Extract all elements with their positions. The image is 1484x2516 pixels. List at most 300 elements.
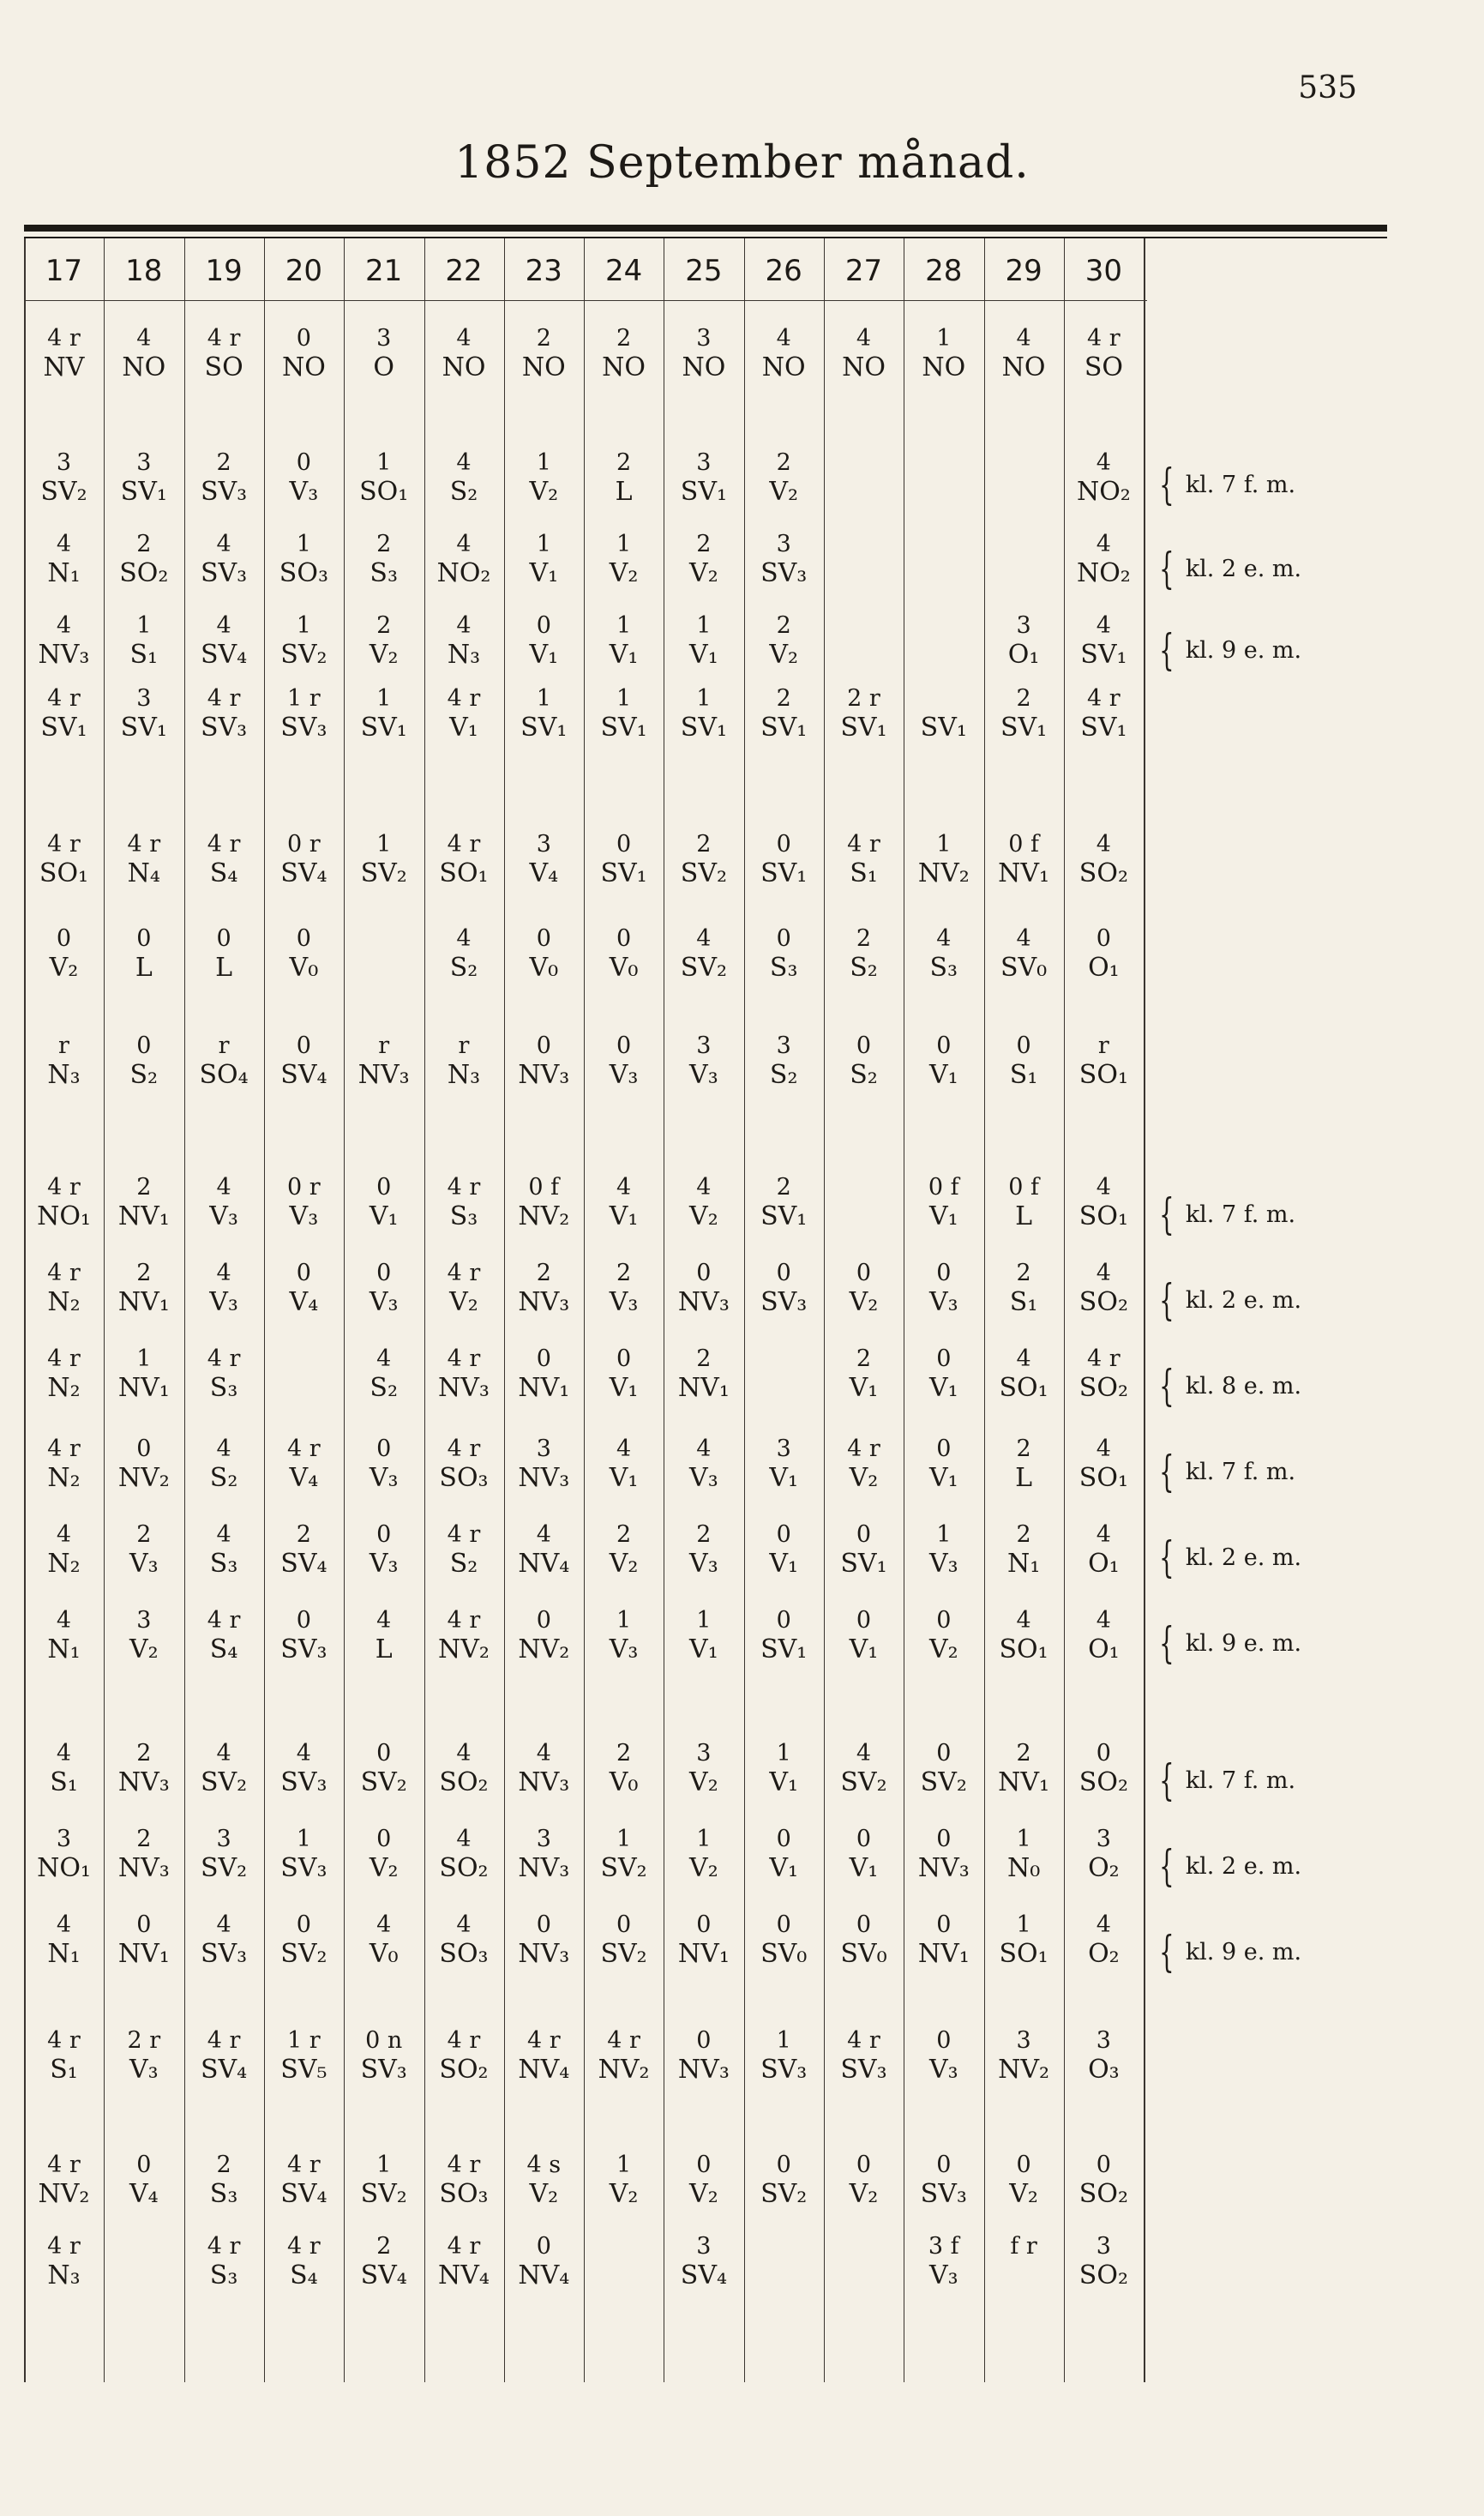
strength-value: 0 [1096,1740,1111,1767]
weather-cell [344,924,424,984]
direction-value: SV₄ [360,2260,407,2290]
time-note [1153,1755,1296,1805]
strength-value [344,924,424,954]
strength-value: 2 [136,1174,152,1201]
weather-cell [264,1739,344,1799]
direction-value: S₃ [209,2260,238,2290]
column-rule [1144,238,1145,2382]
weather-cell [104,1520,183,1580]
strength-value [744,2232,824,2261]
direction-value: V₁ [609,1201,639,1231]
weather-cell [904,611,983,671]
strength-value: 1 [376,449,392,476]
direction-value: S₂ [449,953,478,983]
direction-value: V₃ [209,1287,238,1317]
strength-value: 3 [1016,2027,1031,2054]
weather-cell [24,1606,104,1666]
direction-value: SO₁ [1078,1201,1128,1231]
direction-value: O₂ [1088,1939,1120,1969]
direction-value: NV₁ [998,858,1050,888]
strength-value: 0 [616,1911,632,1938]
weather-cell [904,1032,983,1092]
direction-value: SV₂ [40,477,87,507]
direction-value: NO₂ [436,558,491,588]
weather-cell [1064,1739,1144,1799]
strength-value: 0 [296,1911,311,1938]
strength-value: 0 [856,1032,872,1059]
weather-cell [664,2232,743,2292]
strength-value: 0 [136,1032,152,1059]
weather-cell [824,1173,904,1233]
weather-cell [584,830,664,890]
weather-cell [984,1173,1064,1233]
weather-cell [264,924,344,984]
strength-value: 4 [56,612,72,639]
observation-table [24,238,1147,2382]
weather-cell [1064,1259,1144,1319]
weather-cell [984,611,1064,671]
direction-value: V₃ [689,1549,718,1579]
strength-value: 0 [296,1260,311,1286]
weather-cell [504,1032,584,1092]
strength-value: 3 [536,831,551,858]
direction-value: NO [122,352,166,382]
strength-value: 2 [856,925,872,952]
strength-value: 4 r [447,1436,481,1462]
weather-cell [584,1520,664,1580]
weather-cell [424,924,504,984]
direction-value: SV₄ [280,1060,327,1090]
weather-cell [104,324,183,384]
direction-value: NV₃ [677,1287,730,1317]
strength-value: 0 [376,1174,392,1201]
strength-value: 2 [376,612,392,639]
direction-value: V₁ [609,1463,639,1493]
direction-value: SV₁ [120,477,167,507]
weather-cell [264,1520,344,1580]
strength-value: 3 [1096,2027,1111,2054]
strength-value: 4 [56,1607,72,1634]
direction-value: V₃ [689,1463,718,1493]
strength-value: 0 [216,925,231,952]
direction-value: V₃ [928,1287,958,1317]
direction-value: SV₁ [920,713,967,743]
weather-cell [24,1911,104,1971]
direction-value [984,559,1064,590]
weather-cell [24,924,104,984]
direction-value: NV₂ [117,1463,170,1493]
weather-cell [664,530,743,590]
direction-value: V₃ [609,1060,639,1090]
direction-value: SV₁ [1000,713,1048,743]
direction-value: SO₃ [439,2179,489,2209]
direction-value: SV₃ [200,713,248,743]
direction-value: SV₃ [200,1939,248,1969]
direction-value: S₃ [769,953,798,983]
weather-cell [984,2151,1064,2211]
direction-value: V₁ [769,1463,799,1493]
direction-value: SO₁ [999,1939,1048,1969]
direction-value: SV₁ [1080,640,1127,670]
weather-cell [744,684,824,744]
direction-value: SV₃ [360,2055,407,2085]
weather-cell [24,684,104,744]
strength-value [824,2232,904,2261]
strength-value: 1 [696,612,712,639]
weather-cell [504,324,584,384]
weather-cell [424,1173,504,1233]
direction-value: V₁ [849,1373,879,1403]
direction-value: NV₁ [677,1939,730,1969]
direction-value: O₁ [1088,1549,1120,1579]
direction-value: S₃ [209,1549,238,1579]
strength-value: 4 r [607,2027,640,2054]
direction-value: SV₁ [40,713,87,743]
strength-value: 0 [56,925,72,952]
direction-value [824,2261,904,2292]
strength-value: 4 [1096,1911,1111,1938]
brace-icon: { [1159,544,1175,593]
weather-cell [184,1911,264,1971]
weather-cell [664,2151,743,2211]
weather-cell [24,1435,104,1495]
weather-cell [824,1520,904,1580]
strength-value: 4 r [447,1607,481,1634]
weather-cell [264,1032,344,1092]
strength-value: 1 [536,531,551,557]
weather-cell [264,611,344,671]
weather-cell [744,1911,824,1971]
weather-cell [424,448,504,509]
weather-cell [504,1345,584,1405]
weather-cell [184,1032,264,1092]
strength-value: 0 [136,925,152,952]
direction-value: V₁ [769,1767,799,1797]
strength-value: 4 [536,1521,551,1548]
direction-value: S₃ [369,558,398,588]
direction-value: S₃ [929,953,958,983]
weather-cell [1064,1345,1144,1405]
strength-value: 2 [616,1260,632,1286]
strength-value: 0 [776,2152,791,2178]
weather-cell [824,2232,904,2292]
strength-value: 0 [856,1521,872,1548]
strength-value: 4 r [207,325,241,352]
strength-value: 4 [456,1911,472,1938]
weather-cell [104,448,183,509]
weather-cell [104,1911,183,1971]
strength-value: 4 [376,1345,392,1372]
strength-value: 4 r [47,2027,81,2054]
weather-cell [984,1259,1064,1319]
day-header: 27 [844,254,883,288]
direction-value: NO₁ [37,1853,91,1883]
strength-value [824,1173,904,1202]
direction-value: N₂ [47,1373,81,1403]
direction-value: SV₃ [760,558,808,588]
weather-cell [1064,1173,1144,1233]
strength-value: 0 [696,1911,712,1938]
weather-cell [24,530,104,590]
strength-value: 0 [856,1260,872,1286]
strength-value: 4 [216,1174,231,1201]
direction-value: NO₂ [1076,558,1131,588]
direction-value: N₁ [47,1939,81,1969]
weather-cell [104,530,183,590]
direction-value: V₃ [369,1463,399,1493]
strength-value: 2 [1016,1521,1031,1548]
direction-value: NO [842,352,886,382]
strength-value: 3 [56,1826,72,1852]
weather-cell [584,1173,664,1233]
direction-value: V₁ [529,640,559,670]
strength-value: 2 [296,1521,311,1548]
strength-value: 0 r [287,831,321,858]
direction-value: V₂ [529,477,559,507]
weather-cell [984,1911,1064,1971]
direction-value: NO [521,352,566,382]
weather-cell [344,1173,424,1233]
weather-cell [984,684,1064,744]
direction-value [824,559,904,590]
direction-value: L [215,953,233,983]
strength-value: 3 f [928,2233,959,2260]
strength-value: 1 [776,1740,791,1767]
weather-cell [664,1435,743,1495]
strength-value: 1 [616,2152,632,2178]
weather-cell [664,924,743,984]
page-title: 1852 September månad. [454,137,1030,189]
direction-value: SO₃ [439,1463,489,1493]
weather-cell [264,1911,344,1971]
direction-value: NV₃ [117,1767,170,1797]
strength-value: 1 [136,1345,152,1372]
direction-value: V₂ [369,1853,399,1883]
strength-value: 2 [136,1521,152,1548]
weather-cell [184,684,264,744]
strength-value: 4 [856,325,872,352]
direction-value: SV₄ [280,858,327,888]
direction-value: S₂ [449,477,478,507]
weather-cell [984,530,1064,590]
strength-value: 2 [696,1521,712,1548]
strength-value: 0 [1016,2152,1031,2178]
weather-cell [904,1259,983,1319]
strength-value [904,611,983,641]
weather-cell [824,1032,904,1092]
weather-cell [904,1825,983,1885]
weather-cell [1064,611,1144,671]
direction-value: V₂ [689,558,718,588]
weather-cell [424,1345,504,1405]
weather-cell [424,1739,504,1799]
direction-value: SV₂ [840,1767,887,1797]
weather-cell [424,611,504,671]
strength-value: 4 [456,612,472,639]
strength-value: 4 r [207,831,241,858]
time-note-label: kl. 2 e. m. [1185,1544,1302,1571]
strength-value: 2 [536,1260,551,1286]
direction-value: NV₂ [518,1201,570,1231]
direction-value [744,1374,824,1405]
strength-value: 1 [696,1607,712,1634]
direction-value [824,641,904,671]
day-header: 21 [365,254,403,288]
weather-cell [104,1032,183,1092]
weather-cell [744,1606,824,1666]
time-note [1153,460,1296,509]
weather-cell [584,324,664,384]
direction-value: V₃ [928,1549,958,1579]
weather-cell [344,2232,424,2292]
strength-value: 2 [776,685,791,712]
strength-value: 4 [1016,925,1031,952]
direction-value: SV₂ [200,1853,248,1883]
weather-cell [904,684,983,744]
strength-value: 3 [136,685,152,712]
weather-cell [1064,2232,1144,2292]
direction-value: NV₁ [518,1373,570,1403]
weather-cell [24,1173,104,1233]
weather-cell [664,1259,743,1319]
strength-value: 4 [1016,1607,1031,1634]
weather-cell [744,2232,824,2292]
weather-cell [424,324,504,384]
weather-cell [24,448,104,509]
weather-cell [744,1345,824,1405]
strength-value: 3 [696,2233,712,2260]
strength-value: 4 r [447,2233,481,2260]
direction-value: NV [43,352,85,382]
brace-icon: { [1159,1532,1175,1582]
direction-value: O [373,352,394,382]
strength-value: 4 [216,1521,231,1548]
weather-cell [24,2232,104,2292]
direction-value: NV₁ [117,1939,170,1969]
weather-cell [184,1173,264,1233]
strength-value: 4 r [847,831,880,858]
weather-cell [24,2151,104,2211]
strength-value: 3 [536,1826,551,1852]
strength-value: 1 [376,685,392,712]
weather-cell [264,530,344,590]
direction-value: SV₂ [600,1939,647,1969]
weather-cell [24,1739,104,1799]
direction-value: SV₄ [680,2260,728,2290]
weather-cell [344,1259,424,1319]
direction-value: SV₂ [360,2179,407,2209]
direction-value: NO [602,352,646,382]
direction-value: SV₁ [840,713,887,743]
weather-cell [664,1520,743,1580]
time-note [1153,1361,1302,1411]
strength-value: 1 [296,531,311,557]
strength-value: 4 [696,1436,712,1462]
strength-value [104,2232,183,2261]
weather-cell [504,2232,584,2292]
strength-value: 4 r [447,1521,481,1548]
weather-cell [984,1606,1064,1666]
weather-cell [344,684,424,744]
weather-cell [904,830,983,890]
direction-value: SV₂ [360,1767,407,1797]
brace-icon: { [1159,1189,1175,1239]
weather-cell [744,830,824,890]
strength-value: 0 [536,925,551,952]
weather-cell [664,448,743,509]
direction-value: V₀ [369,1939,399,1969]
weather-cell [664,1606,743,1666]
direction-value: N₁ [1006,1549,1041,1579]
direction-value: V₂ [449,1287,478,1317]
weather-cell [1064,2151,1144,2211]
strength-value: 2 [696,531,712,557]
direction-value: L [615,477,633,507]
time-note-label: kl. 7 f. m. [1185,471,1296,498]
strength-value [824,611,904,641]
strength-value: 2 [136,1740,152,1767]
direction-value: V₂ [129,1634,159,1664]
direction-value: V₂ [689,1853,718,1883]
weather-cell [264,830,344,890]
weather-cell [264,448,344,509]
day-header: 29 [1005,254,1042,288]
direction-value: S₄ [209,858,238,888]
strength-value: 0 [136,1436,152,1462]
weather-cell [824,1345,904,1405]
time-note-label: kl. 7 f. m. [1185,1767,1296,1794]
strength-value: 1 r [287,685,321,712]
direction-value: S₁ [50,2055,78,2085]
direction-value: NO [1001,352,1046,382]
time-note [1153,1927,1302,1977]
direction-value: SV₂ [920,1767,967,1797]
direction-value: S₁ [50,1767,78,1797]
direction-value: N₄ [127,858,160,888]
strength-value: 4 [456,1740,472,1767]
strength-value: 0 [856,2152,872,2178]
direction-value: N₂ [47,1549,81,1579]
time-note-label: kl. 9 e. m. [1185,636,1302,664]
weather-cell [24,2026,104,2086]
time-note [1153,1189,1296,1239]
direction-value: SV₁ [760,1201,808,1231]
direction-value: V₃ [369,1549,399,1579]
strength-value: 1 [376,2152,392,2178]
weather-cell [664,1173,743,1233]
strength-value: 3 [776,531,791,557]
weather-cell [824,2026,904,2086]
weather-cell [344,1032,424,1092]
weather-cell [184,2026,264,2086]
strength-value: 0 [936,1740,952,1767]
weather-cell [184,1259,264,1319]
weather-cell [104,1173,183,1233]
strength-value: 4 r [447,831,481,858]
weather-cell [184,324,264,384]
direction-value [984,2261,1064,2292]
strength-value: 0 f [1008,1174,1039,1201]
direction-value: N₃ [47,2260,81,2290]
direction-value [984,478,1064,509]
direction-value: V₁ [369,1201,399,1231]
strength-value: 4 [456,925,472,952]
weather-cell [584,1259,664,1319]
weather-cell [184,830,264,890]
direction-value: SO₁ [439,858,489,888]
direction-value: V₃ [209,1201,238,1231]
strength-value: 3 [1096,2233,1111,2260]
